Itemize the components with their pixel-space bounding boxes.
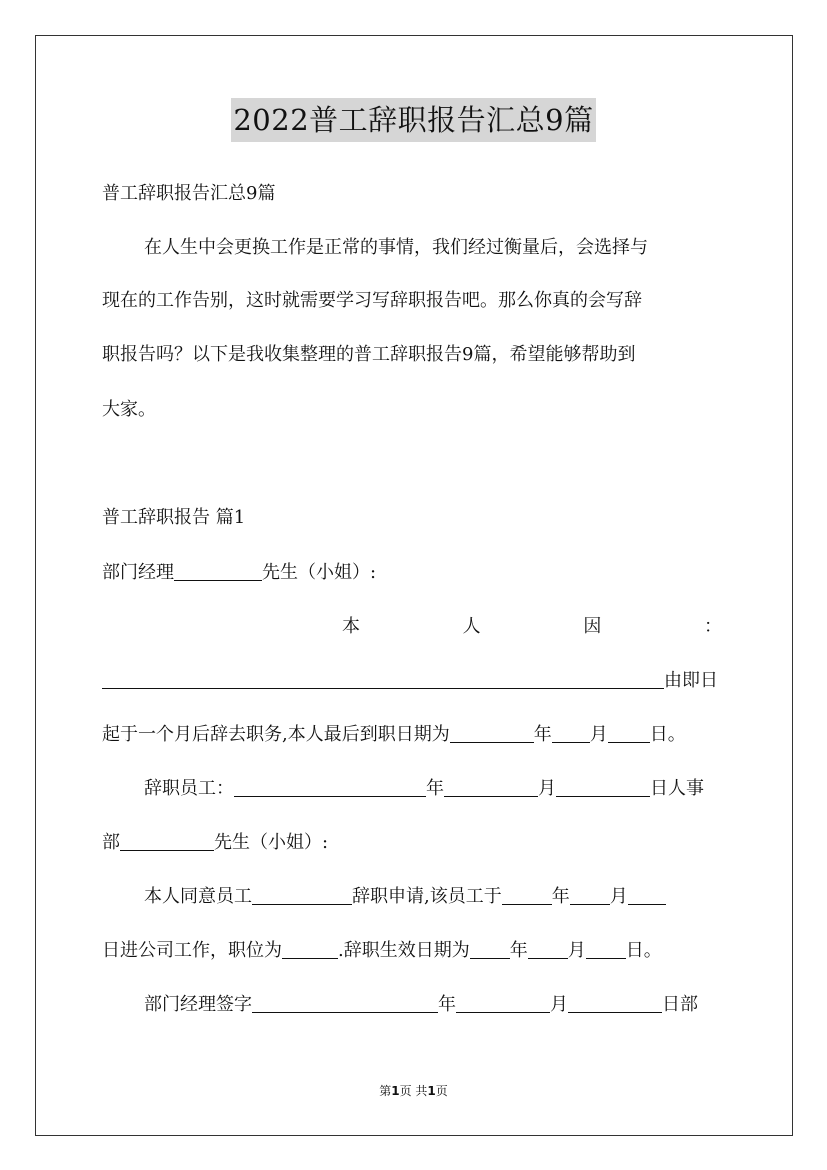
sign-day-blank (568, 994, 662, 1013)
total-pages: 1 (427, 1084, 436, 1098)
day-label: 日。 (649, 724, 686, 745)
sign-line (144, 991, 728, 1019)
approve-line (144, 883, 728, 911)
month-label: 月 (589, 724, 608, 745)
subtitle: 普工辞职报告汇总9篇 (102, 183, 276, 204)
approve-text-a: 本人同意员工 (144, 886, 252, 907)
sign-month-blank (456, 994, 550, 1013)
sign-end-label: 日部 (662, 994, 698, 1015)
resigner-label: 辞职员工： (144, 778, 234, 799)
join-month-blank (570, 886, 610, 905)
employee-name-blank (252, 886, 352, 905)
intro-line-3: 职报告吗？以下是我收集整理的普工辞职报告9篇，希望能够帮助到 (102, 344, 636, 365)
reason-word-3: 因 (583, 616, 602, 637)
reason-word-4: ： (703, 616, 722, 637)
year-label: 年 (551, 886, 570, 907)
sign-blank (252, 994, 438, 1013)
effective-month-blank (528, 940, 568, 959)
intro-line-1: 在人生中会更换工作是正常的事情，我们经过衡量后，会选择与 (144, 237, 648, 258)
month-label: 月 (609, 886, 628, 907)
month-label: 月 (550, 994, 568, 1015)
position-blank (282, 940, 338, 959)
year-label: 年 (438, 994, 456, 1015)
month-label: 月 (567, 940, 586, 961)
month-label: 月 (538, 778, 556, 799)
effective-year-blank (470, 940, 510, 959)
salutation-prefix: 部门经理 (102, 562, 174, 583)
salutation-line (102, 559, 728, 587)
footer-total-suffix: 页 (435, 1084, 448, 1098)
year-label: 年 (426, 778, 444, 799)
footer-prefix: 第 (379, 1084, 392, 1098)
resigner-blank (234, 778, 426, 797)
section-heading: 普工辞职报告 篇1 (102, 507, 246, 528)
page-number: 1 (391, 1084, 400, 1098)
manager-name-blank (174, 562, 262, 581)
approve-text-d: .辞职生效日期为 (338, 940, 470, 961)
salutation-suffix: 先生（小姐）: (262, 562, 377, 583)
dept-label: 部 (102, 832, 120, 853)
reason-line-end: 由即日 (664, 670, 718, 691)
reason-blank (102, 670, 664, 689)
reason-line (342, 613, 722, 641)
dept-salutation: 先生（小姐）: (214, 832, 329, 853)
resign-month-blank (444, 778, 538, 797)
join-day-blank (628, 886, 666, 905)
footer-page-suffix: 页 共 (399, 1084, 428, 1098)
approve-text-c: 日进公司工作，职位为 (102, 940, 282, 961)
year-label: 年 (533, 724, 552, 745)
resigner-line (144, 775, 728, 803)
reason-word-2: 人 (462, 616, 481, 637)
reason-blank-line (102, 667, 728, 695)
approve-text-b: 辞职申请,该员工于 (352, 886, 502, 907)
day-hr-label: 日人事 (650, 778, 704, 799)
reason-word-1: 本 (342, 616, 360, 637)
year-label: 年 (509, 940, 528, 961)
document-title: 2022普工辞职报告汇总9篇 (231, 98, 595, 142)
dept-line (102, 829, 728, 857)
intro-line-2: 现在的工作告别，这时就需要学习写辞职报告吧。那么你真的会写辞 (102, 290, 642, 311)
last-day-month-blank (552, 724, 590, 743)
resign-day-blank (556, 778, 650, 797)
last-day-line (102, 721, 728, 749)
day-label: 日。 (625, 940, 662, 961)
intro-line-4: 大家。 (102, 399, 156, 420)
join-year-blank (502, 886, 552, 905)
title-container (0, 98, 827, 142)
dept-name-blank (120, 832, 214, 851)
effective-day-blank (586, 940, 626, 959)
last-day-text: 起于一个月后辞去职务,本人最后到职日期为 (102, 724, 450, 745)
page-footer (0, 1082, 827, 1099)
last-day-year-blank (450, 724, 534, 743)
position-line (102, 937, 728, 965)
last-day-day-blank (608, 724, 650, 743)
sign-label: 部门经理签字 (144, 994, 252, 1015)
